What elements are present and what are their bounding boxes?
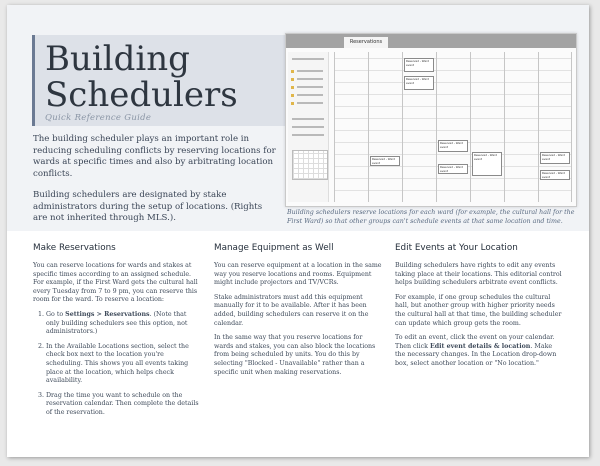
screenshot-top-bar — [286, 34, 576, 48]
calendar-event: Reserved - Ward event — [438, 164, 468, 174]
title-line-2: Schedulers — [45, 75, 238, 115]
section-heading: Manage Equipment as Well — [214, 243, 334, 253]
section-heading: Edit Events at Your Location — [395, 243, 518, 253]
screenshot-caption: Building schedulers reserve locations for each ward (for example, the cultural hall for the First Ward) so that other groups can't schedule events at that same location and time. — [287, 209, 575, 225]
section-edit-events — [395, 243, 563, 375]
screenshot-tab: Reservations — [344, 37, 388, 48]
section-paragraph: In the same way that you reserve locations for wards and stakes, you can also block the locations from being scheduled by units. You do this by selecting "Blocked - Unavailable" rather than a specific unit when making reservations. — [214, 334, 376, 376]
section-paragraph: To edit an event, click the event on your calendar. Then click Edit event details & location. Make the necessary changes. In the Location drop-down box, select another location or "No location." — [395, 334, 557, 367]
calendar-event: Reserved - Ward event — [404, 58, 434, 72]
section-paragraph: Stake administrators must add this equipment manually for it to be available. After it has been added, building schedulers can reserve it on the calendar. — [214, 293, 369, 327]
section-make-reservations — [33, 243, 201, 424]
calendar-event: Reserved - Ward event — [540, 170, 570, 180]
mini-calendar — [292, 150, 328, 180]
section-heading: Make Reservations — [33, 243, 116, 253]
header-band — [7, 5, 589, 231]
section-paragraph: For example, if one group schedules the cultural hall, but another group with higher priority needs the cultural hall at that time, the building scheduler can update which group gets the room. — [395, 293, 562, 327]
calendar-event: Reserved - Ward event — [404, 76, 434, 90]
title-line-1: Building — [45, 39, 190, 79]
calendar-event: Reserved - Ward event — [472, 152, 502, 176]
calendar-grid — [334, 52, 572, 202]
section-manage-equipment — [214, 243, 382, 383]
step-item: 1. Go to Settings > Reservations. (Note that only building schedulers see this option, not administrators.) — [46, 311, 201, 337]
reservation-steps — [33, 311, 201, 418]
calendar-event: Reserved - Ward event — [370, 156, 400, 166]
section-paragraph: You can reserve equipment at a location in the same way you reserve locations and rooms. Equipment might include projectors and TV/VCRs. — [214, 262, 382, 287]
page-subtitle: Quick Reference Guide — [45, 113, 152, 123]
calendar-event: Reserved - Ward event — [438, 140, 468, 152]
screenshot-sidebar — [288, 52, 329, 202]
section-paragraph: Building schedulers have rights to edit any events taking place at their locations. This editorial control helps building schedulers arbitrate event conflicts. — [395, 262, 562, 287]
step-item: 2. In the Available Locations section, select the check box next to the location you're scheduling. This shows you all events taking place at the location, which helps check availability. — [46, 343, 201, 386]
step-item: 3. Drag the time you want to schedule on the reservation calendar. Then complete the details of the reservation. — [46, 392, 201, 418]
document-page — [7, 5, 589, 457]
calendar-event: Reserved - Ward event — [540, 152, 570, 164]
section-paragraph: You can reserve locations for wards and stakes at specific times according to an assigned schedule. For example, if the First Ward gets the cultural hall every Tuesday from 7 to 9 pm, you can reserve this room for the ward. To reserve a location: — [33, 262, 198, 304]
page-title — [45, 41, 238, 113]
intro-paragraph-2: Building schedulers are designated by stake administrators during the setup of locations. (Rights are not inherited through MLS.). — [33, 190, 263, 224]
title-block — [32, 35, 285, 126]
calendar-screenshot — [285, 33, 577, 207]
intro-paragraph-1: The building scheduler plays an important role in reducing scheduling conflicts by reserving locations for wards at specific times and also by arbitrating location conflicts. — [33, 134, 276, 179]
